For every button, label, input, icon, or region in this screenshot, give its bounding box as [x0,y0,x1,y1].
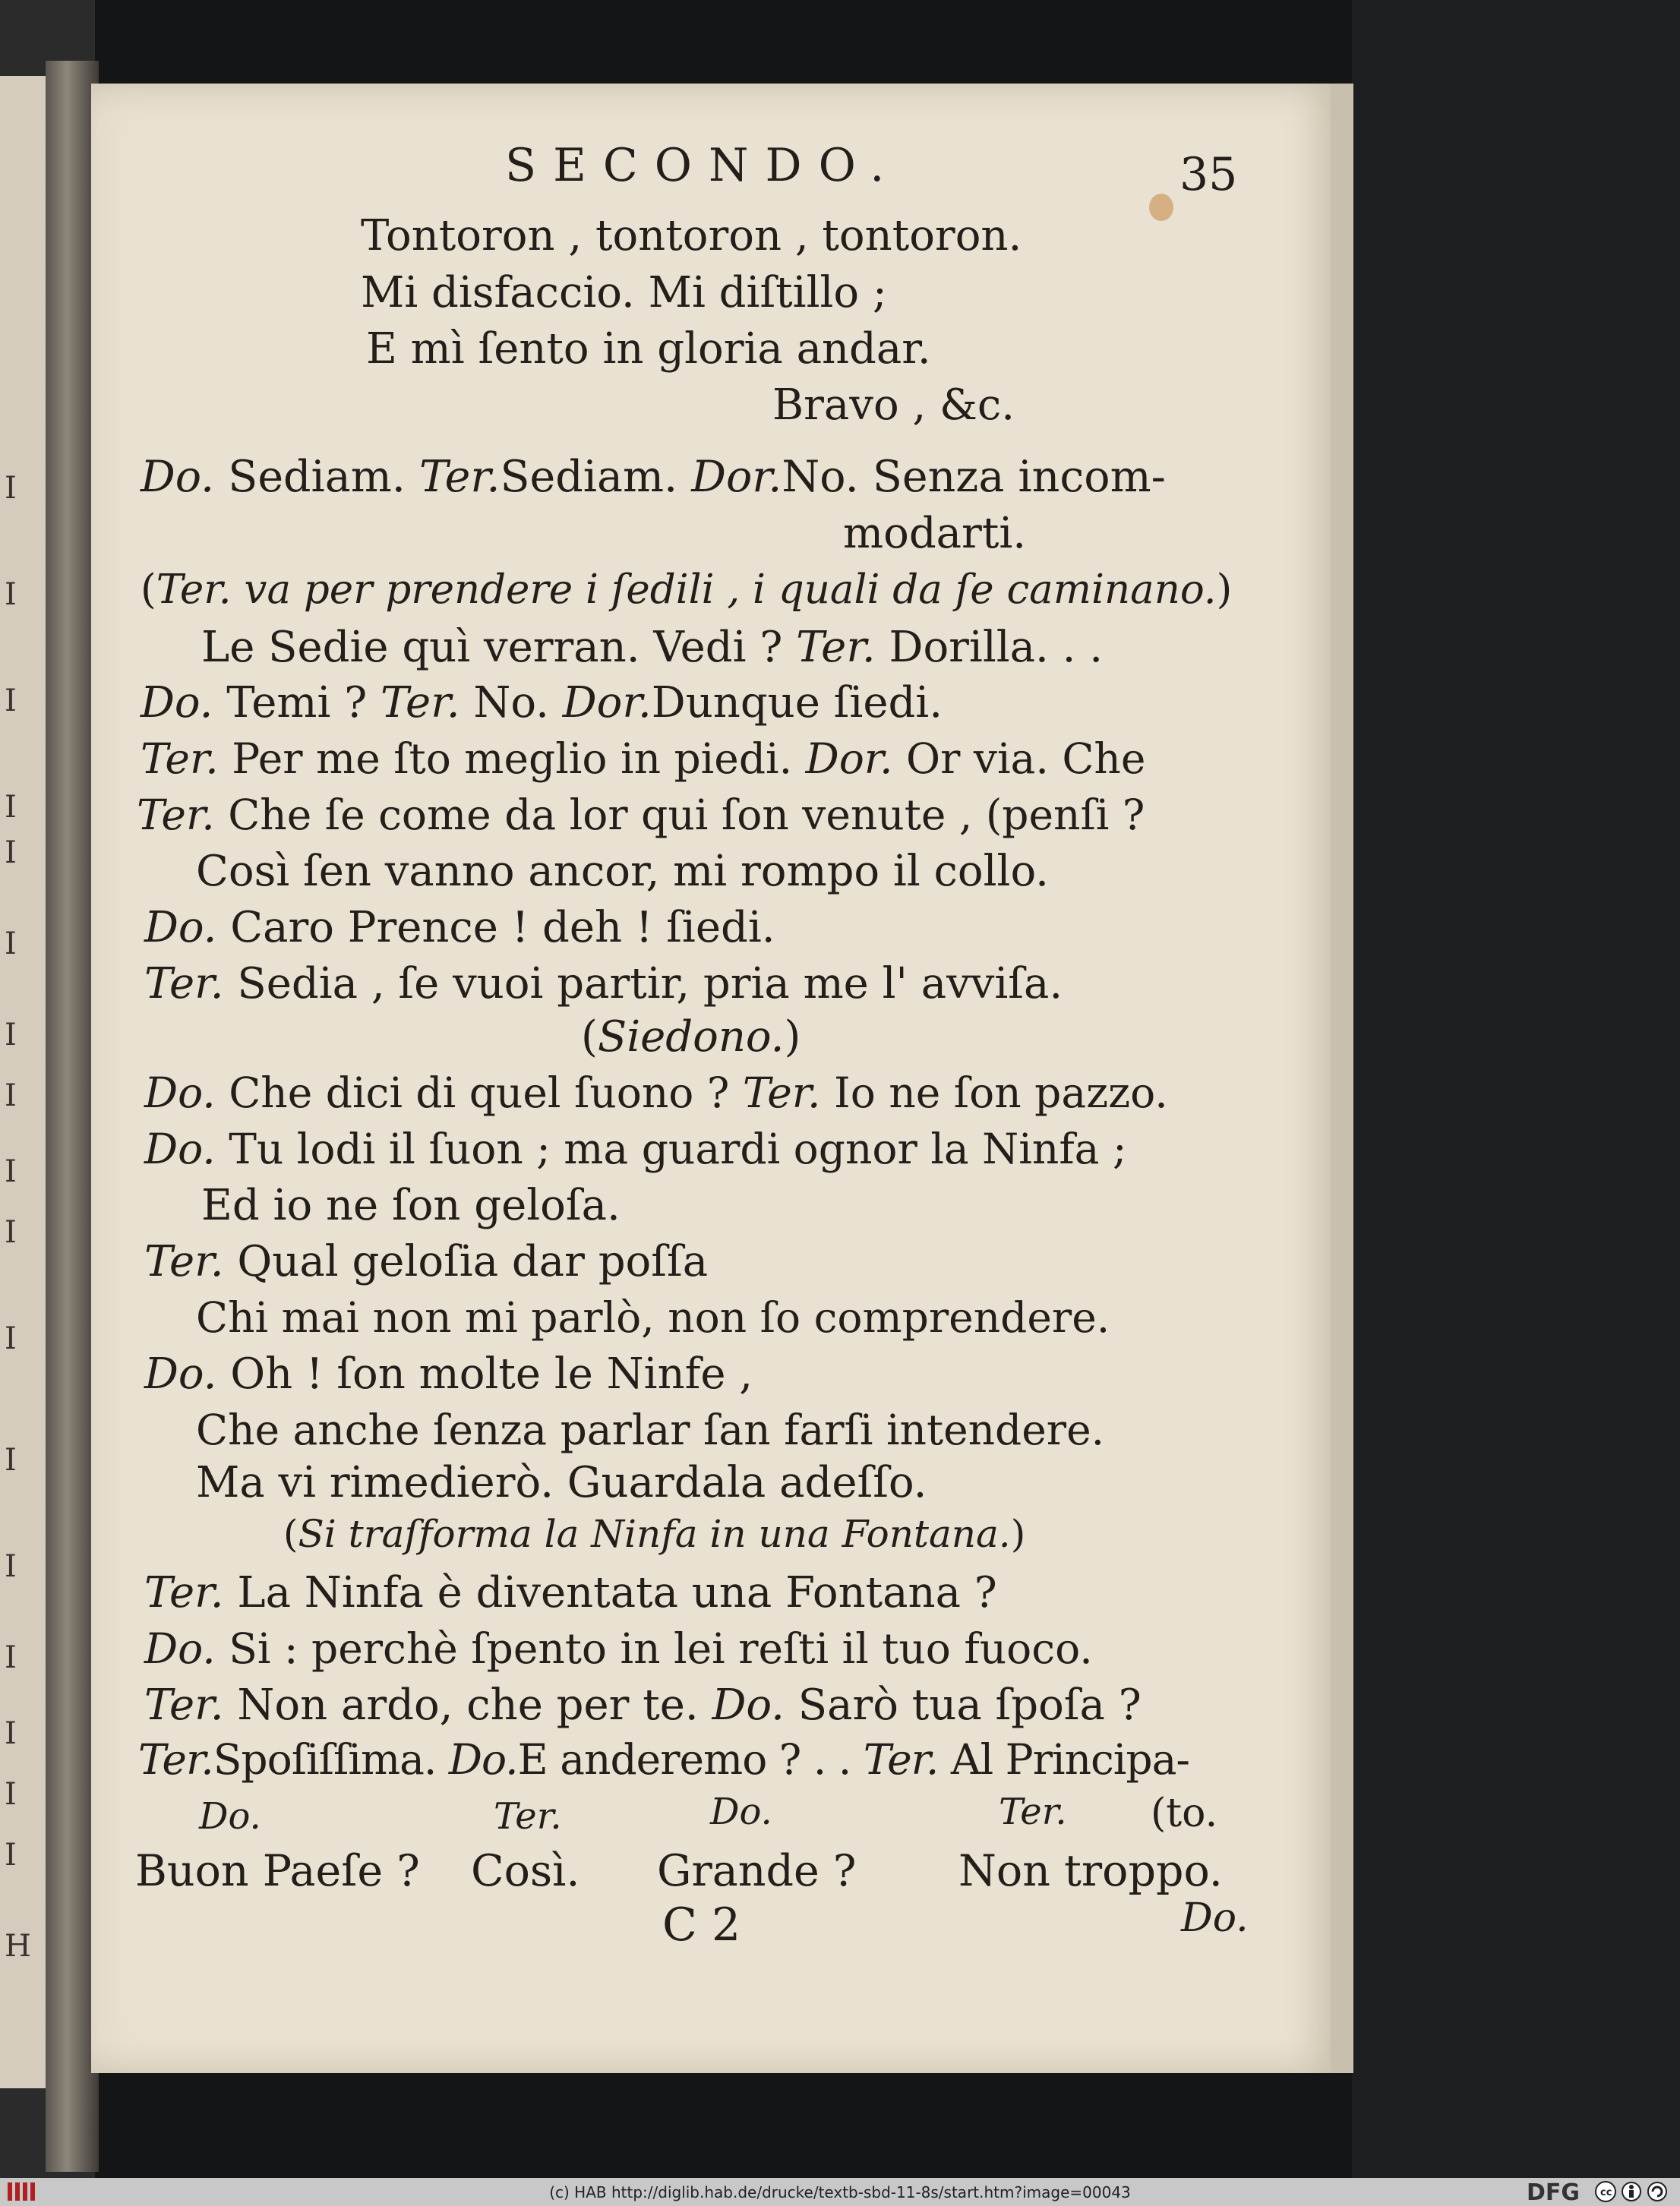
text-line: Bravo , &c. [772,380,1015,430]
prev-page-mark: I [5,1321,17,1356]
prev-page-mark: I [5,1215,17,1250]
speaker-tag: Ter. [742,1068,821,1117]
prev-page-mark: I [5,1018,17,1053]
speaker-tag: Ter. [144,959,224,1008]
paren: ( [283,1512,298,1556]
text-line [138,1735,1189,1784]
line-text: E anderemo ? . . [517,1735,851,1784]
line-text: Sediam. [500,452,678,502]
text-line: modarti. [843,509,1027,558]
prev-page-mark: I [5,683,17,718]
line-text: Non ardo, che per te. [237,1681,699,1730]
line-text: Io ne ſon pazzo. [834,1068,1168,1117]
prev-page-mark: I [5,835,17,870]
text-line: Mi disfaccio. Mi diſtillo ; [361,268,887,317]
line-text: No. Senza incom- [782,452,1166,502]
text-line: Tontoron , tontoron , tontoron. [361,211,1022,260]
speaker-tag: Do. [710,1791,772,1833]
speaker-tag: Do. [144,903,217,952]
text-line [144,1068,1168,1117]
line-text: Così. [471,1846,580,1896]
stage-direction-text: Ter. va per prendere i ſedili , i quali da ſe caminano. [156,566,1217,613]
dfg-logo: DFG [1527,2179,1581,2206]
paren: ) [1216,566,1233,613]
speaker-tag: Ter. [381,678,460,727]
paper-stain [1149,194,1173,221]
signature-mark: C 2 [662,1898,741,1952]
text-line [144,1125,1127,1173]
line-text: Qual geloſia dar poſſa [237,1237,709,1286]
background-right [1352,0,1680,2206]
line-text: Che ſe come da lor qui ſon venute , (penſi ? [228,791,1145,839]
stage-direction [581,1012,801,1062]
prev-page-mark: I [5,577,17,612]
text-line [141,678,943,727]
text-line: Chi mai non mi parlò, non ſo comprendere. [196,1293,1110,1342]
stage-direction-text: Si traſforma la Ninfa in una Fontana. [298,1512,1011,1556]
line-text: La Ninfa è diventata una Fontana ? [237,1568,997,1617]
speaker-tag: Do. [144,1624,216,1673]
svg-text:cc: cc [1600,2187,1612,2198]
stage-direction-text: Siedono. [597,1012,785,1062]
speaker-tag: Ter. [138,1735,213,1784]
line-text: Non troppo. [958,1846,1223,1896]
text-line [144,1349,753,1399]
speaker-tag: Ter. [144,1568,224,1617]
footer-credit: (c) HAB http://diglib.hab.de/drucke/textb-sbd-11-8s/start.htm?image=00043 [549,2183,1131,2201]
line-text: Caro Prence ! deh ! ſiedi. [230,903,775,952]
line-text: (to. [1151,1791,1218,1836]
speaker-tag: Dor. [691,452,782,502]
line-text: Tu lodi il ſuon ; ma guardi ognor la Ninfa ; [229,1125,1127,1173]
prev-page-mark: I [5,471,17,506]
line-text: Temi ? [226,678,368,727]
text-line [144,1624,1093,1673]
text-line [141,452,1166,502]
paren: ) [1010,1512,1026,1556]
text-line [144,1568,997,1617]
line-text: Si : perchè ſpento in lei reſti il tuo fuoco. [229,1624,1093,1673]
text-line [201,623,1104,672]
speaker-tag: Dor. [805,734,893,783]
speaker-tag: Ter. [144,1237,224,1286]
catchword: Do. [1181,1895,1249,1941]
line-text: Che dici di quel ſuono ? [229,1068,730,1117]
speaker-tag: Ter. [863,1735,939,1784]
line-text: Le Sedie quì verran. Vedi ? [201,623,783,672]
speaker-tag: Ter. [419,452,501,502]
text-line [144,1681,1142,1730]
page-edge [1331,84,1353,2073]
text-line: Così ſen vanno ancor, mi rompo il collo. [196,847,1049,896]
speaker-tag: Ter. [494,1795,562,1838]
line-text: Or via. Che [906,734,1146,783]
page-number: 35 [1179,148,1238,201]
speaker-tag: Ter. [999,1791,1067,1833]
speaker-tag: Do. [199,1795,261,1838]
text-line [144,959,1063,1008]
line-text: Sarò tua ſpoſa ? [797,1681,1142,1730]
speaker-tag: Ter. [137,791,215,839]
paren: ( [141,566,156,613]
line-text: Al Principa- [950,1735,1189,1784]
prev-page-mark: I [5,1549,17,1584]
speaker-tag: Do. [712,1681,785,1730]
speaker-tag: Do. [144,1068,216,1117]
running-header: SECONDO. [505,139,902,192]
speaker-tag: Do. [141,678,213,727]
text-line [141,734,1146,783]
speaker-tag: Ter. [796,623,876,672]
line-text: Spoſiſſima. [213,1735,437,1784]
speaker-tag: Do. [141,452,215,502]
stage-direction [141,566,1233,613]
speaker-tag: Dor. [562,678,652,727]
prev-page-mark: I [5,1154,17,1189]
prev-page-mark: I [5,790,17,825]
line-text: Per me ſto meglio in piedi. [232,734,793,783]
text-line [144,1237,709,1286]
speaker-tag: Ter. [141,734,219,783]
prev-page-mark: I [5,1777,17,1812]
prev-page-mark: I [5,1078,17,1113]
line-text: Buon Paeſe ? [135,1846,420,1896]
creative-commons-icon [1595,2179,1678,2204]
prev-page-mark: I [5,1640,17,1675]
paren: ) [784,1012,801,1062]
paren: ( [581,1012,598,1062]
line-text: Grande ? [657,1846,857,1896]
line-text: Oh ! ſon molte le Ninfe , [230,1349,753,1399]
speaker-tag: Do. [144,1349,217,1399]
speaker-tag: Do. [144,1125,216,1173]
line-text: No. [473,678,549,727]
line-text: Dunque ſiedi. [651,678,943,727]
prev-page-mark: I [5,1716,17,1751]
speaker-tag: Ter. [144,1681,224,1730]
prev-page-mark: I [5,1838,17,1873]
text-line: Che anche ſenza parlar ſan farſi intendere. [196,1406,1105,1454]
prev-page-mark: I [5,926,17,961]
text-line: Ma vi rimedierò. Guardala adeſſo. [196,1458,927,1507]
text-line [137,791,1145,839]
prev-page-mark: I [5,1443,17,1478]
text-line: Ed io ne ſon geloſa. [201,1181,621,1230]
line-text: Dorilla. . . [889,623,1104,672]
text-line [144,903,775,952]
prev-page-mark: H [5,1929,31,1964]
line-text: Sedia , ſe vuoi partir, pria me l' avviſa. [237,959,1063,1008]
line-text: Sediam. [228,452,406,502]
text-line: E mì ſento in gloria andar. [366,324,931,374]
stage-direction [283,1512,1026,1556]
speaker-tag: Do. [448,1735,518,1784]
